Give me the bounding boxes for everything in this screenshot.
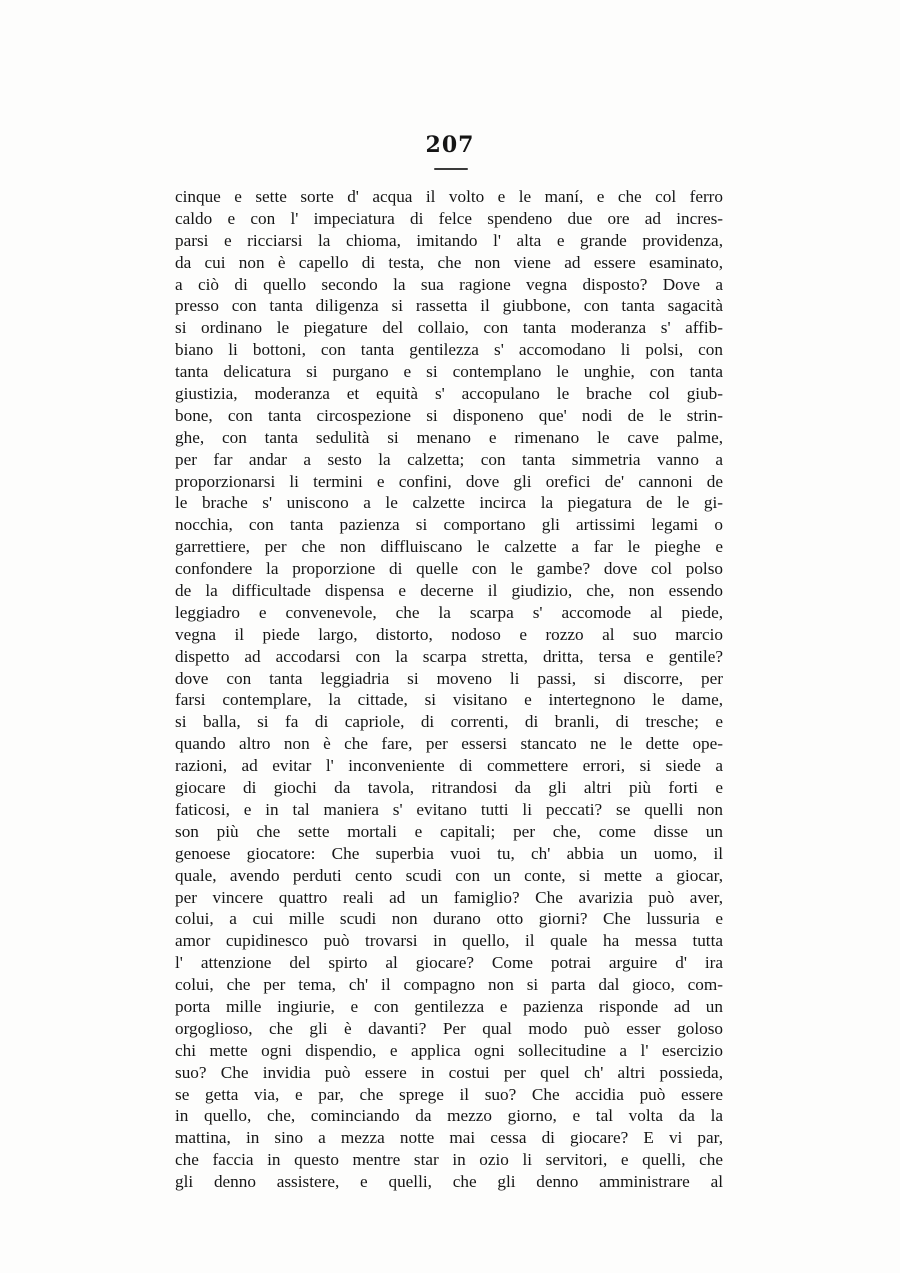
text-line: proporzionarsi li termini e confini, dove gli orefici de' cannoni de: [175, 471, 723, 491]
text-line: confondere la proporzione di quelle con le gambe? dove col polso: [175, 559, 723, 579]
text-line: parsi e ricciarsi la chioma, imitando l' alta e grande providenza,: [175, 230, 723, 250]
text-line: faticosi, e in tal maniera s' evitano tutti li peccati? se quelli non: [175, 799, 723, 819]
text-line: orgoglioso, che gli è davanti? Per qual modo può esser goloso: [175, 1018, 723, 1038]
text-line: chi mette ogni dispendio, e applica ogni sollecitudine a l' esercizio: [175, 1040, 723, 1060]
text-line: gli denno assistere, e quelli, che gli denno amministrare al: [175, 1172, 723, 1192]
text-line: son più che sette mortali e capitali; per che, come disse un: [175, 821, 723, 841]
page-number: 207: [425, 132, 475, 158]
text-line: caldo e con l' impeciatura di felce spendeno due ore ad incres-: [175, 208, 723, 228]
text-line: a ciò di quello secondo la sua ragione vegna disposto? Dove a: [175, 274, 723, 294]
text-line: genoese giocatore: Che superbia vuoi tu, ch' abbia un uomo, il: [175, 843, 723, 863]
text-line: tanta delicatura si purgano e si contemplano le unghie, con tanta: [175, 362, 723, 382]
body-text: [175, 186, 723, 1193]
text-line: le brache s' uniscono a le calzette incirca la piegatura de le gi-: [175, 493, 723, 513]
text-line: farsi contemplare, la cittade, si visitano e intertegnono le dame,: [175, 690, 723, 710]
text-line: bone, con tanta circospezione si disponeno que' nodi de le strin-: [175, 405, 723, 425]
text-line: da cui non è capello di testa, che non viene ad essere esaminato,: [175, 252, 723, 272]
text-line: giocare di giochi da tavola, ritrandosi da gli altri più forti e: [175, 778, 723, 798]
text-line: dove con tanta leggiadria si moveno li passi, si discorre, per: [175, 668, 723, 688]
text-line: leggiadro e convenevole, che la scarpa s' accomode al piede,: [175, 602, 723, 622]
text-line: suo? Che invidia può essere in costui per quel ch' altri possieda,: [175, 1062, 723, 1082]
text-line: quale, avendo perduti cento scudi con un conte, si mette a giocar,: [175, 865, 723, 885]
text-line: dispetto ad accodarsi con la scarpa stretta, dritta, tersa e gentile?: [175, 646, 723, 666]
text-line: cinque e sette sorte d' acqua il volto e le maní, e che col ferro: [175, 187, 723, 206]
text-line: si ordinano le piegature del collaio, con tanta moderanza s' affib-: [175, 318, 723, 338]
text-line: nocchia, con tanta pazienza si comportano gli artissimi legami o: [175, 515, 723, 535]
text-line: razioni, ad evitar l' inconveniente di commettere errori, si siede a: [175, 756, 723, 776]
text-line: vegna il piede largo, distorto, nodoso e rozzo al suo marcio: [175, 624, 723, 644]
text-line: mattina, in sino a mezza notte mai cessa di giocare? E vi par,: [175, 1128, 723, 1148]
text-line: colui, a cui mille scudi non durano otto giorni? Che lussuria e: [175, 909, 723, 929]
text-line: garrettiere, per che non diffluiscano le calzette a far le pieghe e: [175, 537, 723, 557]
text-line: l' attenzione del spirto al giocare? Come potrai arguire d' ira: [175, 953, 723, 973]
text-line: che faccia in questo mentre star in ozio li servitori, e quelli, che: [175, 1150, 723, 1170]
text-line: presso con tanta diligenza si rassetta il giubbone, con tanta sagacità: [175, 296, 723, 316]
text-line: porta mille ingiurie, e con gentilezza e pazienza risponde ad un: [175, 996, 723, 1016]
text-line: se getta via, e par, che sprege il suo? Che accidia può essere: [175, 1084, 723, 1104]
text-line: per vincere quattro reali ad un famiglio? Che avarizia può aver,: [175, 887, 723, 907]
text-line: giustizia, moderanza et equità s' accopulano le brache col giub-: [175, 384, 723, 404]
text-line: de la difficultade dispensa e decerne il giudizio, che, non essendo: [175, 581, 723, 601]
text-line: si balla, si fa di capriole, di correnti, di branli, di tresche; e: [175, 712, 723, 732]
text-line: biano li bottoni, con tanta gentilezza s' accomodano li polsi, con: [175, 340, 723, 360]
text-line: in quello, che, cominciando da mezzo giorno, e tal volta da la: [175, 1106, 723, 1126]
page-number-rule: [434, 168, 468, 170]
text-line: per far andar a sesto la calzetta; con tanta simmetria vanno a: [175, 449, 723, 469]
text-line: amor cupidinesco può trovarsi in quello, il quale ha messa tutta: [175, 931, 723, 951]
text-line: colui, che per tema, ch' il compagno non si parta dal gioco, com-: [175, 975, 723, 995]
text-line: quando altro non è che fare, per essersi stancato ne le dette ope-: [175, 734, 723, 754]
text-line: ghe, con tanta sedulità si menano e rimenano le cave palme,: [175, 427, 723, 447]
